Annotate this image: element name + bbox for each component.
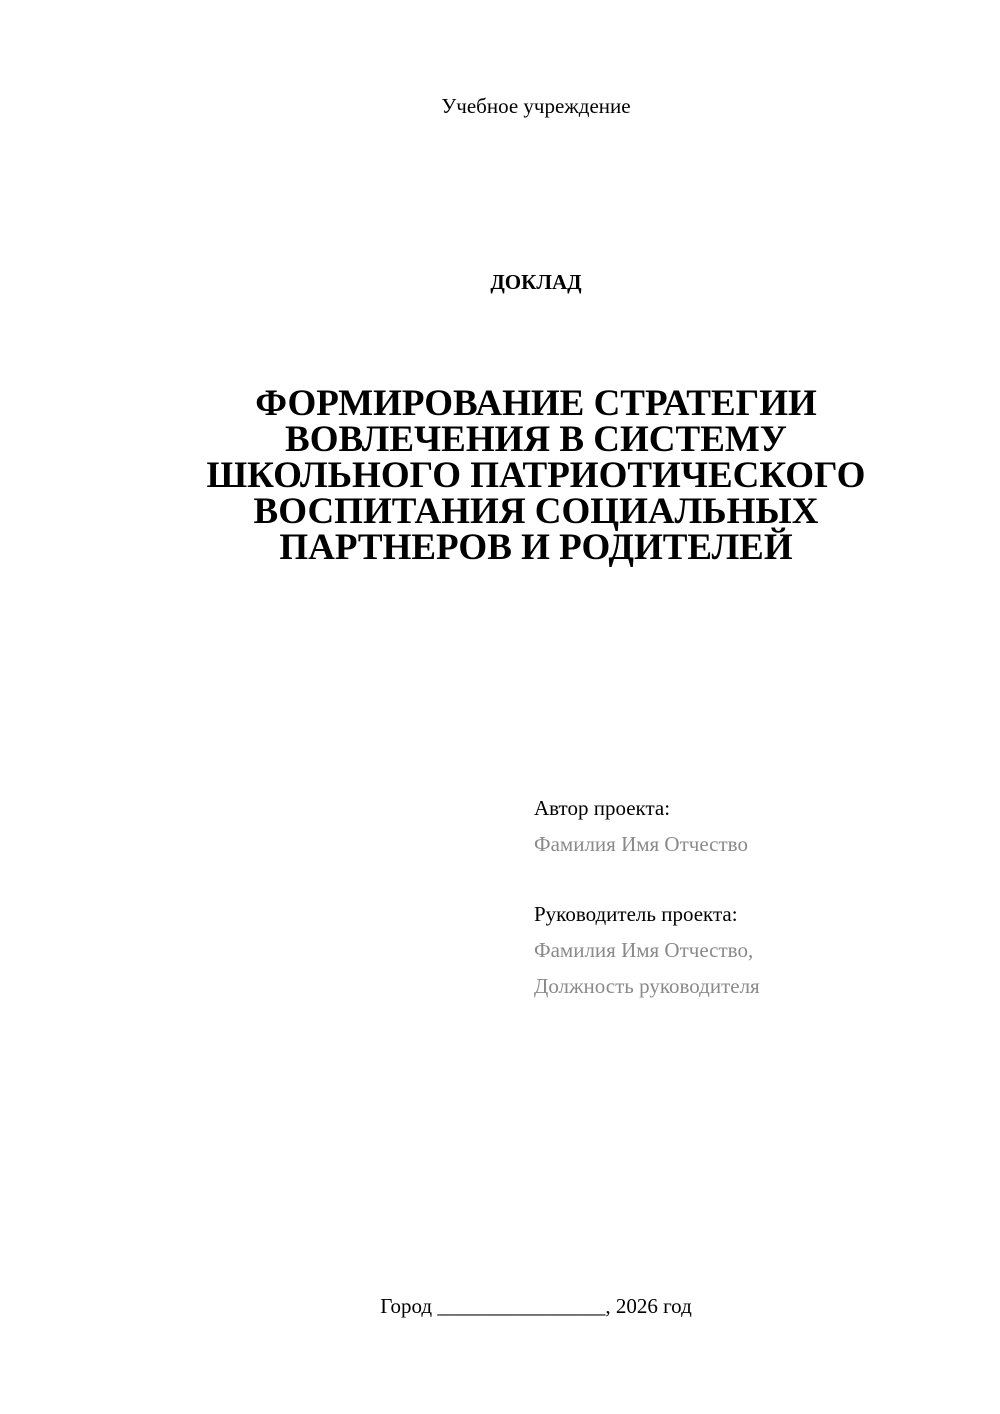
supervisor-label: Руководитель проекта: bbox=[534, 902, 738, 926]
city-year-line: Город ________________, 2026 год bbox=[380, 1294, 692, 1318]
supervisor-name: Фамилия Имя Отчество, bbox=[534, 938, 754, 962]
institution-name: Учебное учреждение bbox=[441, 94, 631, 118]
author-label: Автор проекта: bbox=[534, 796, 671, 820]
supervisor-position: Должность руководителя bbox=[534, 974, 760, 998]
author-name: Фамилия Имя Отчество bbox=[534, 832, 748, 856]
document-type: ДОКЛАД bbox=[490, 270, 582, 294]
report-title bbox=[150, 383, 922, 568]
report-title-line: ШКОЛЬНОГО ПАТРИОТИЧЕСКОГО bbox=[206, 455, 866, 496]
report-title-line: ПАРТНЕРОВ И РОДИТЕЛЕЙ bbox=[279, 527, 793, 568]
report-title-line: ВОСПИТАНИЯ СОЦИАЛЬНЫХ bbox=[253, 491, 819, 532]
credits-block bbox=[534, 790, 974, 1004]
credits-spacer bbox=[534, 862, 974, 896]
report-title-line: ФОРМИРОВАНИЕ СТРАТЕГИИ bbox=[255, 383, 817, 424]
report-title-line: ВОВЛЕЧЕНИЯ В СИСТЕМУ bbox=[285, 419, 787, 460]
